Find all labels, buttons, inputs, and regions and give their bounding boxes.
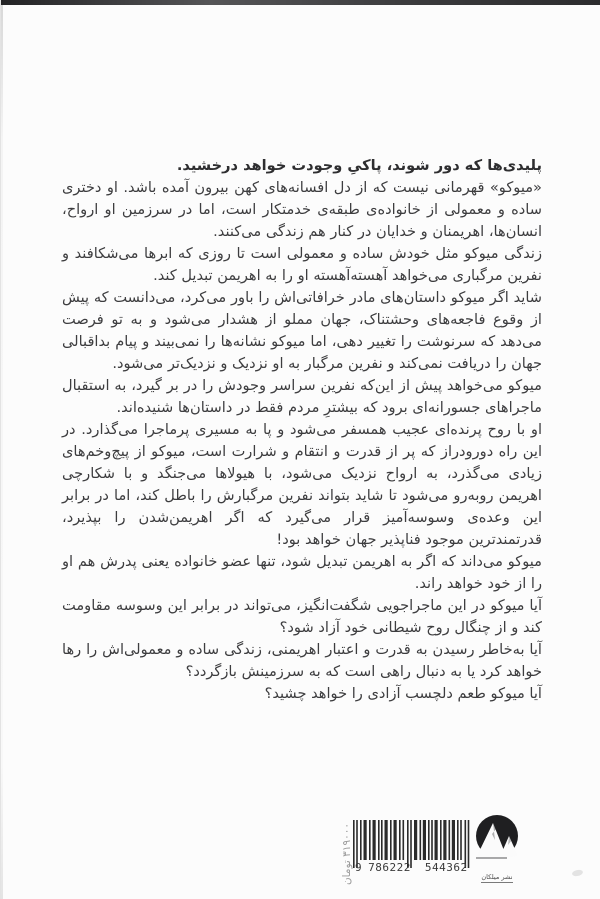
isbn-prefix: 9 [355,861,363,874]
mountain-logo-icon [474,814,520,864]
book-top-edge [1,0,600,5]
publisher-name: نشر میلکان [481,873,513,881]
blurb-text-block [62,155,542,705]
blurb-paragraph: میوکو می‌خواهد پیش از این‌که نفرین سراسر وجودش را در بر گیرد، به استقبال ماجراهای جسورانه‌ای برود که بیشترِ مردم فقط در داستان‌ها شنیده‌اند. [62,377,542,416]
blurb-paragraph: زندگی میوکو مثل خودش ساده و معمولی است تا روزی که ابرها می‌شکافند و نفرین مرگباری می‌خواهد آهسته‌آهسته او را به اهریمن تبدیل کند. [62,245,542,284]
blurb-paragraph: میوکو می‌داند که اگر به اهریمن تبدیل شود، تنها عضو خانواده یعنی پدرش هم او را از خود خواهد راند. [62,553,542,592]
blurb-paragraph: آیا به‌خاطر رسیدن به قدرت و اعتبار اهریمنی، زندگی ساده و معمولی‌اش را رها خواهد کرد یا به دنبال راهی است که به سرزمینش بازگردد؟ [62,641,542,680]
blurb-paragraphs [62,177,542,705]
isbn-number [353,861,475,874]
publisher-logo [473,814,521,883]
isbn-group2: 544362 [424,861,468,874]
blurb-lead-line: پلیدی‌ها که دور شوند، پاکیِ وجودت خواهد درخشید. [176,157,542,174]
isbn-barcode [353,820,475,874]
blurb-paragraph: او با روح پرنده‌ای عجیب همسفر می‌شود و پا به مسیری پرماجرا می‌گذارد. در این راه دورودراز که پر از قدرت و انتقام و شرارت است، میوکو از پیچ‌وخم‌های زیادی می‌گذرد، به ارواح نزدیک می‌شود، با هیولاها می‌جنگد و با شکارچی اهریمن روبه‌رو می‌شود تا شاید بتواند نفرین مرگبارش را باطل کند، اما در برابر این وعده‌ی وسوسه‌آمیز قرار می‌گیرد که اگر اهریمن‌شدن را بپذیرد، قدرتمندترین موجود فناپذیر جهان خواهد بود! [62,421,542,548]
book-left-edge [1,5,3,899]
blurb-paragraph: «میوکو» قهرمانی نیست که از دل افسانه‌های کهن بیرون آمده باشد. او دختری ساده و معمولی از خانواده‌ی طبقه‌ی خدمتکار است، اما در سرزمین او ارواح، انسان‌ها، اهریمنان و خدایان در کنار هم زندگی می‌کنند. [62,179,542,240]
blurb-paragraph: شاید اگر میوکو داستان‌های مادر خرافاتی‌اش را باور می‌کرد، می‌دانست که پیش از وقوع فاجعه‌های وحشتناک، جهان مملو از هشدار می‌شود و به تو فرصت می‌دهد که سرنوشت را تغییر دهی، اما میوکو نشانه‌ها را نمی‌بیند و پیام بداقبالی جهان را دریافت نمی‌کند و نفرین مرگبار به او نزدیک و نزدیک‌تر می‌شود. [62,289,542,372]
isbn-group1: 786222 [368,861,411,874]
print-smudge [571,869,583,877]
price-label: ۳۱۹۰۰۰ تومان [341,822,353,886]
blurb-paragraph: آیا میوکو طعم دلچسب آزادی را خواهد چشید؟ [264,685,542,702]
blurb-paragraph: آیا میوکو در این ماجراجویی شگفت‌انگیز، می‌تواند در برابر این وسوسه مقاومت کند و از چنگال روح شیطانی خود آزاد شود؟ [62,597,542,636]
